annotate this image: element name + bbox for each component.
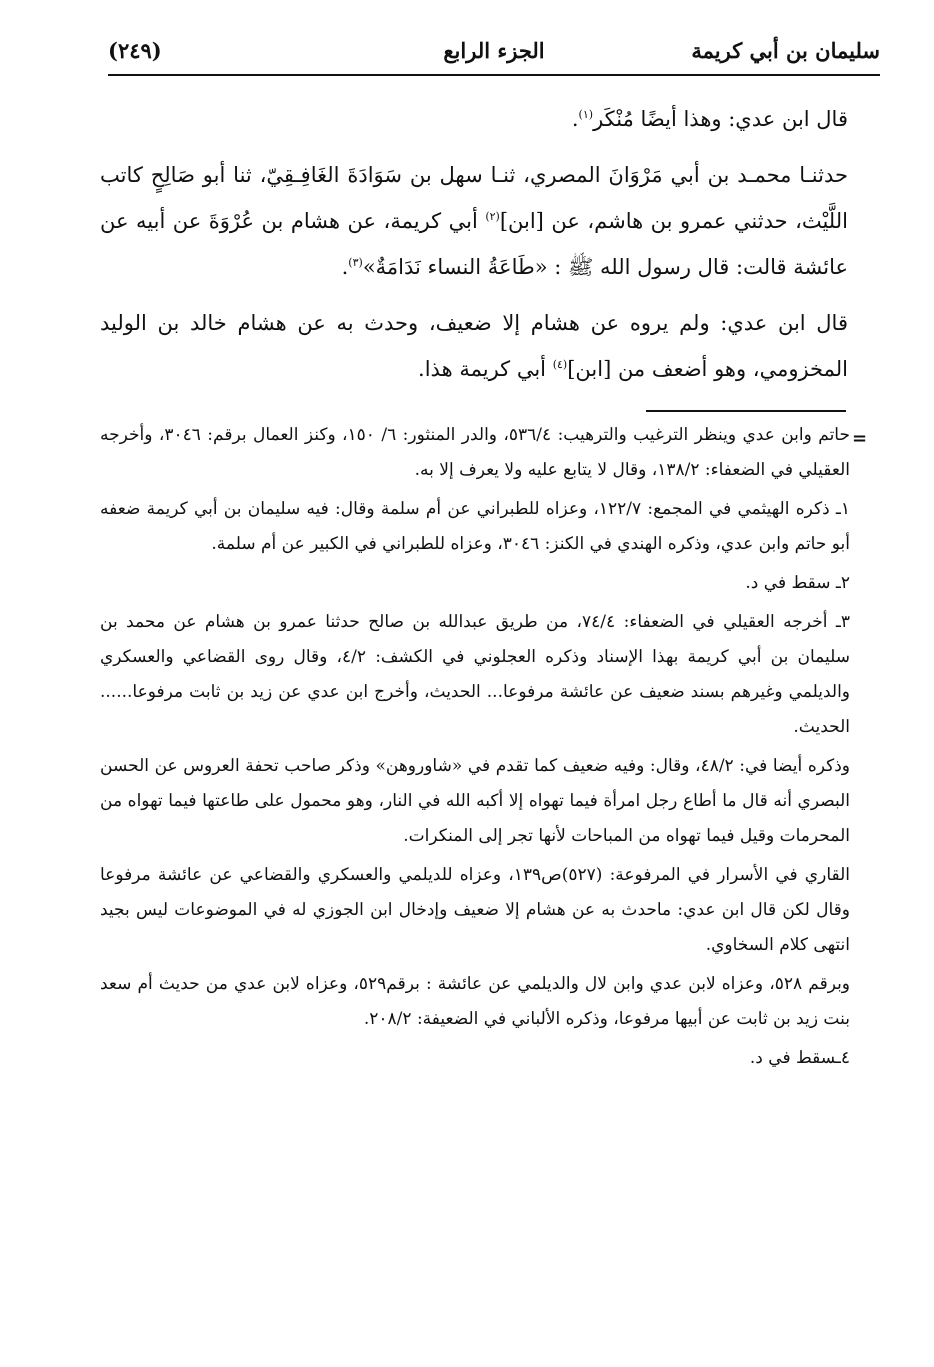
paragraph-2: حدثنـا محمـد بن أبي مَرْوَانَ المصري، ثنـا سهل بن سَوَادَةَ الغَافِـقِيّ، ثنا أبو صَالِحٍ كاتب اللَّيْث، حدثني عمرو بن هاشم، عن [ابن]$^{(٢)}$ أبي كريمة، عن هشام بن عُرْوَةَ عن أبيه عن عائشة قالت: قال رسول الله ﷺ : «طَاعَةُ النساء نَدَامَةٌ»$^{(٣)}$. [100,163,848,279]
page-number: (٢٤٩) [108,38,162,63]
footnote-4: ٤ـسقط في د. [749,1048,850,1068]
main-text [100,96,848,402]
footnote-continued: حاتم وابن عدي وينظر الترغيب والترهيب: ٥٣٦/٤، والدر المنثور: ٦/ ١٥٠، وكنز العمال برقم: ٣٠٤٦، وأخرجه العقيلي في الضعفاء: ١٣٨/٢، وقال لا يتابع عليه ولا يعرف إلا به. [100,425,850,480]
footnote-ref-3: (٣) [348,256,363,269]
footnote-3-continued-3: وبرقم ٥٢٨، وعزاه لابن عدي وابن لال والديلمي عن عائشة : برقم٥٢٩، وعزاه لابن عدي من حديث أم سعد بنت زيد بن ثابت عن أبيها مرفوعا، وذكره الألباني في الضعيفة: ٢٠٨/٢. [100,974,851,1029]
footnote-separator [646,410,846,412]
footnote-1: ١ـ ذكره الهيثمي في المجمع: ١٢٢/٧، وعزاه للطبراني عن أم سلمة وقال: فيه سليمان بن أبي كريمة ضعفه أبو حاتم وابن عدي، وذكره الهندي في الكنز: ٣٠٤٦، وعزاه للطبراني في الكبير عن أم سلمة. [100,499,850,554]
footnote-3: ٣ـ أخرجه العقيلي في الضعفاء: ٧٤/٤، من طريق عبدالله بن صالح حدثنا عمرو بن هشام عن محمد بن سليمان بن أبي كريمة بهذا الإسناد وذكره العجلوني في الكشف: ٤/٢، وقال روى القضاعي والعسكري والديلمي وغيرهم بسند ضعيف عن عائشة مرفوعا... الحديث، وأخرج ابن عدي عن زيد بن ثابت مرفوعا...... الحديث. [100,612,850,737]
page-header [108,34,880,76]
continuation-mark: = [852,428,868,449]
footnote-ref-4: (٤) [552,358,568,371]
footnote-2: ٢ـ سقط في د. [745,573,850,593]
footnote-3-continued-2: القاري في الأسرار في المرفوعة: (٥٢٧)ص١٣٩، وعزاه للديلمي والعسكري والقضاعي عن عائشة مرفوعا وقال لكن قال ابن عدي: ماحدث به عن هشام إلا ضعيف وإدخال ابن الجوزي له في الموضوعات ليس بجيد انتهى كلام السخاوي. [100,865,851,955]
paragraph-1: قال ابن عدي: وهذا أيضًا مُنْكَر$^{(١)}$. [571,107,848,131]
volume-title: الجزء الرابع [443,38,545,63]
footnote-3-continued-1: وذكره أيضا في: ٤٨/٢، وقال: وفيه ضعيف كما تقدم في «شاوروهن» وذكر صاحب تحفة العروس عن الحسن البصري أنه قال ما أطاع رجل امرأة فيما تهواه إلا أكبه الله في النار، وهو محمول على طاعتها فيما تهواه من المحرمات وقيل فيما تهواه من المباحات لأنها تجر إلى المنكرات. [100,756,850,846]
footnotes [100,418,850,1080]
paragraph-3: قال ابن عدي: ولم يروه عن هشام إلا ضعيف، وحدث به عن هشام خالد بن الوليد المخزومي، وهو أضعف من [ابن]$^{(٤)}$ أبي كريمة هذا. [100,311,848,381]
footnote-ref-1: (١) [578,108,594,121]
chapter-title: سليمان بن أبي كريمة [691,38,880,63]
footnote-ref-2: (٢) [485,210,500,223]
